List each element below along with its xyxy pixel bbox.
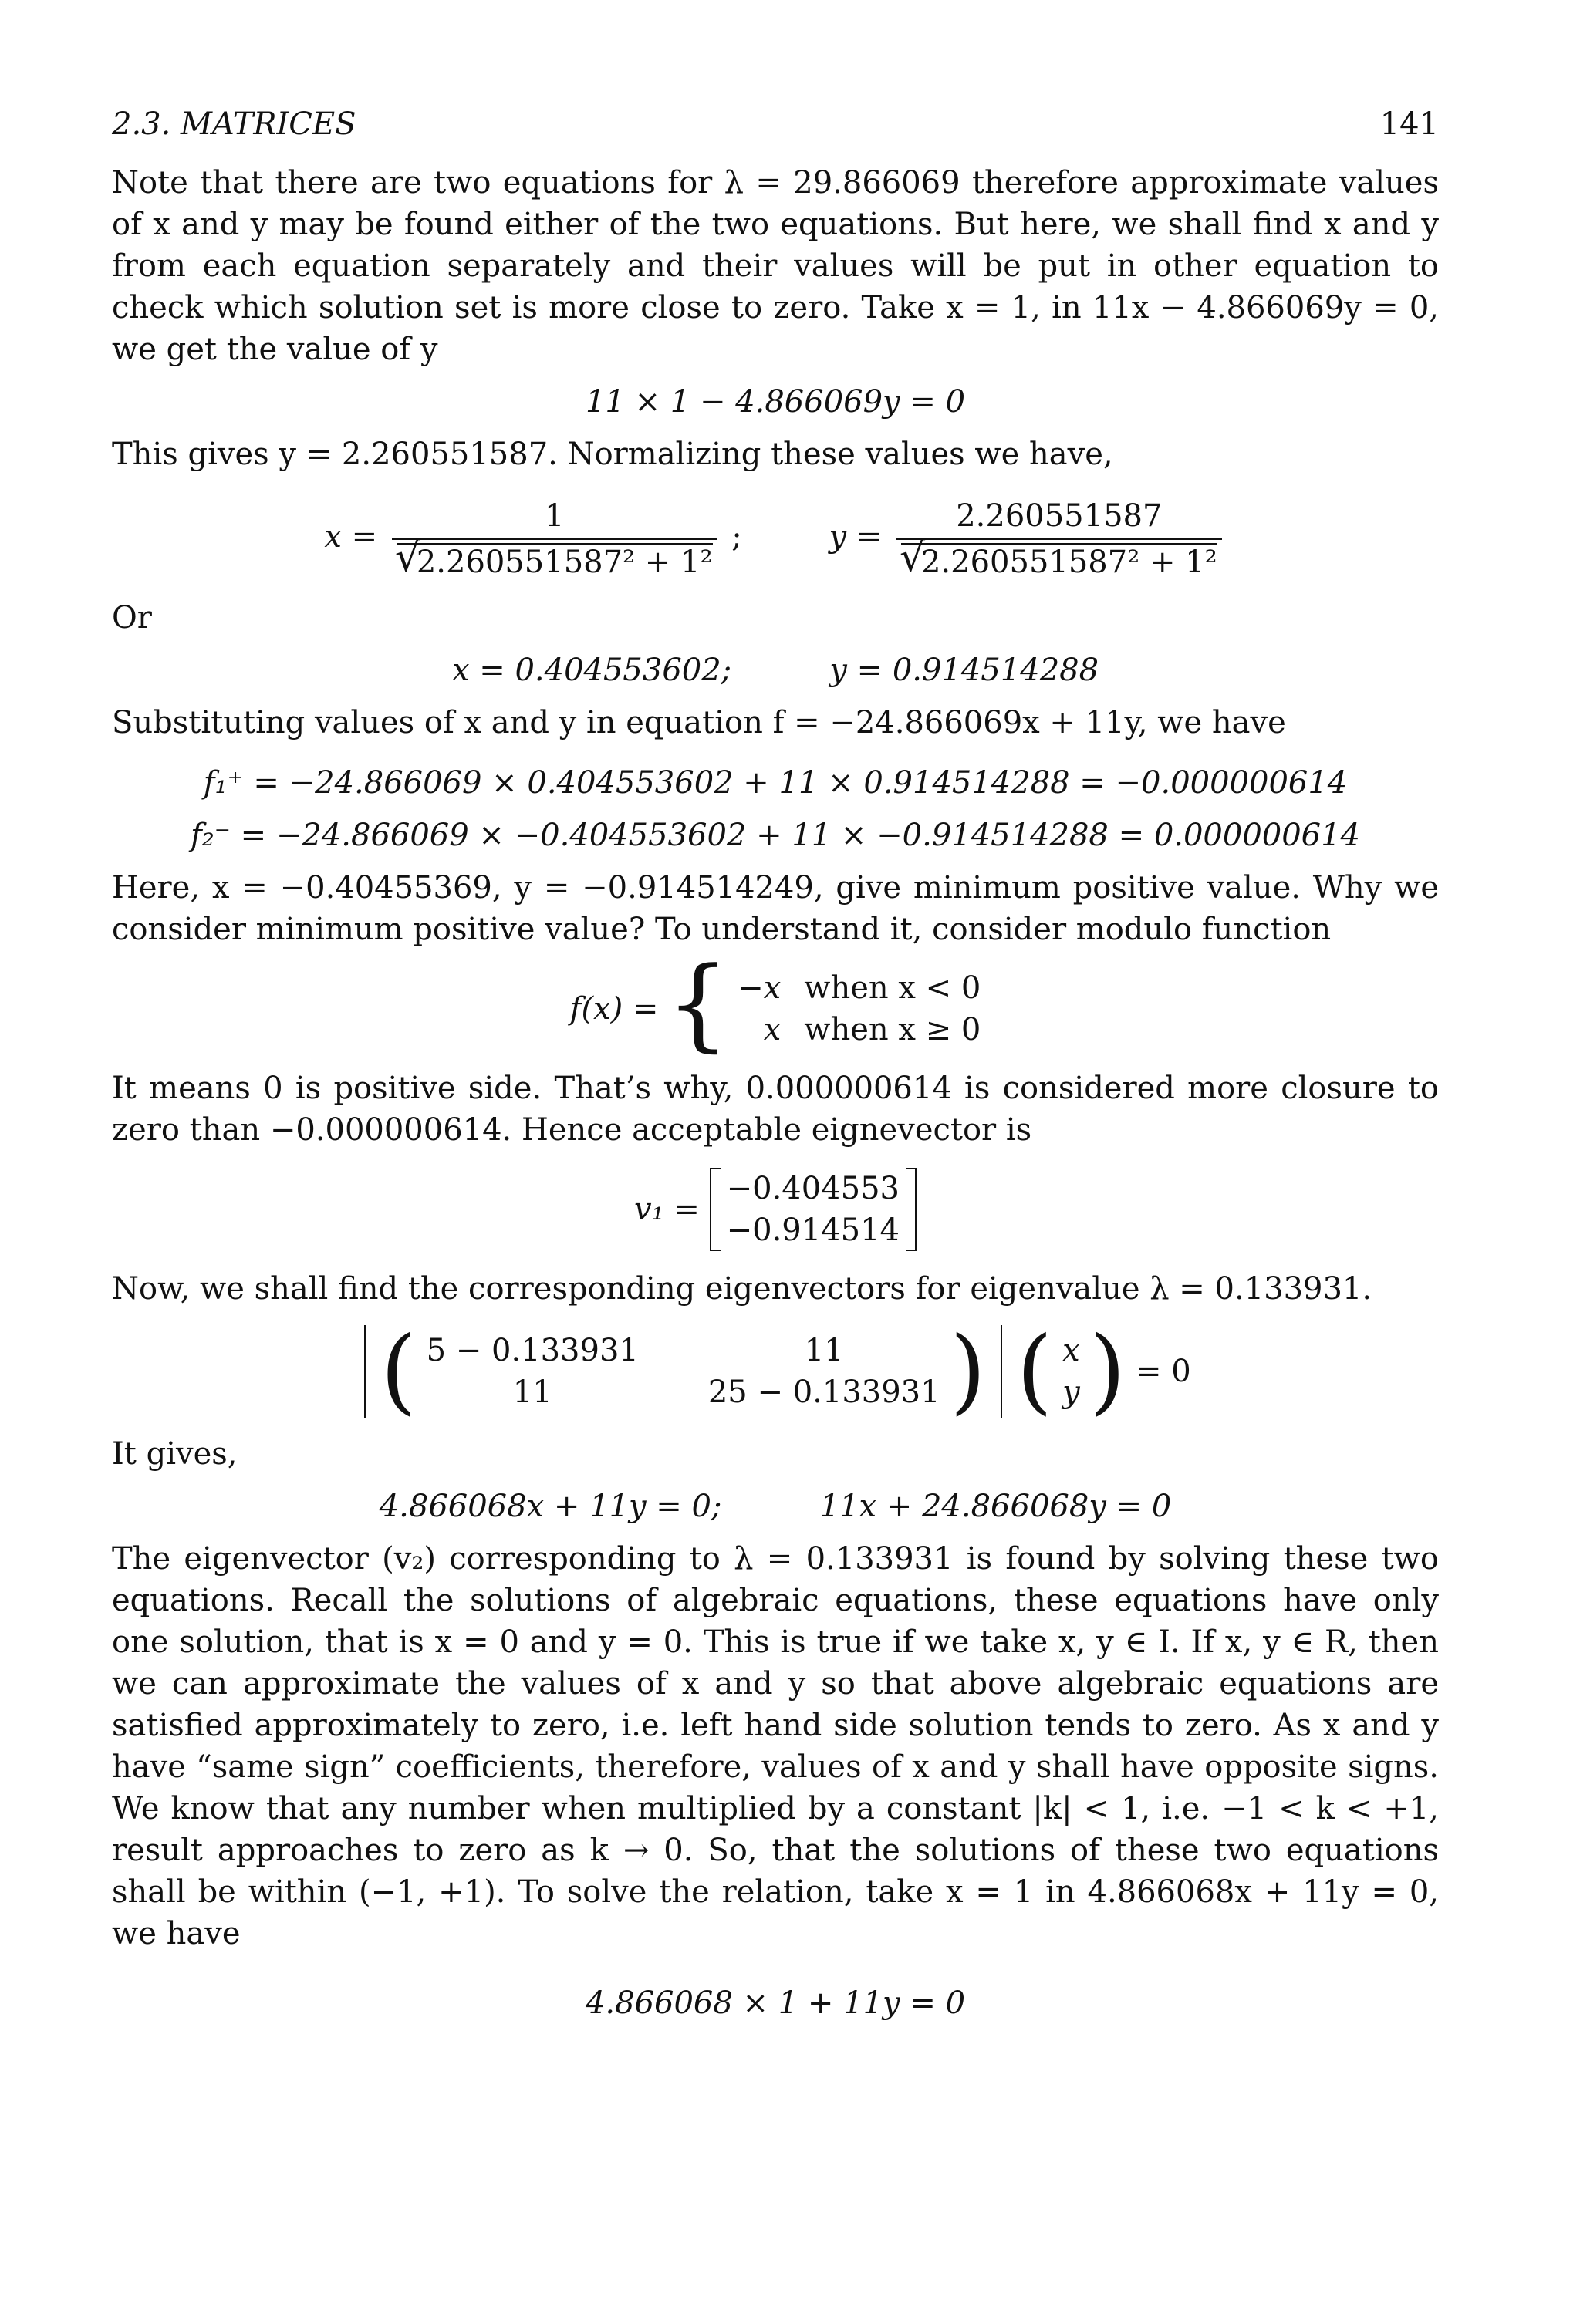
left-bracket [710,1168,721,1251]
equation-f1: f₁⁺ = −24.866069 × 0.404553602 + 11 × 0.914514288 = −0.000000614 [203,765,1348,801]
section-title: 2.3. MATRICES [112,106,356,142]
case-1-condition: when x < 0 [804,970,981,1006]
paragraph-5: Here, x = −0.40455369, y = −0.914514249, give minimum positive value. Why we consider minimum positive value? To understand it, consider modulo function [112,870,1439,947]
v1-matrix [710,1168,917,1251]
norm-x-lhs: x = [324,519,378,555]
norm-y-lhs: y = [829,519,883,555]
paragraph-3: Or [112,600,152,636]
page [112,100,1439,2035]
norm-x-fraction [392,495,717,583]
norm-x-denominator: √ 2.260551587² + 1² [397,543,713,580]
m11: 5 − 0.133931 [426,1333,639,1368]
paren-left: ( [380,1317,417,1425]
det-bar-left [364,1325,366,1418]
paragraph-1: Note that there are two equations for λ = 29.866069 therefore approximate values of x and y may be found either of the two equations. But here, we shall find x and y from each equation separately and their values will be put in other equation to check which solution set is more close to zero. Take x = 1, in 11x − 4.866069y = 0, we get the value of y [112,165,1439,367]
det-matrix [427,1330,940,1413]
right-bracket [906,1168,917,1251]
modulo-function [112,945,1439,1062]
eigenvector-v1 [112,1168,1439,1251]
column-vector [1062,1330,1080,1413]
v1-lhs: v₁ = [634,1192,700,1227]
v1-component-2: −0.914514 [726,1213,900,1248]
v1-component-1: −0.404553 [726,1171,900,1206]
norm-y-fraction [896,495,1222,583]
norm-y-numerator: 2.260551587 [896,495,1222,540]
det-rhs: = 0 [1135,1354,1191,1389]
determinant-equation [112,1317,1439,1425]
equation-f2: f₂⁻ = −24.866069 × −0.404553602 + 11 × −0.914514288 = 0.000000614 [190,818,1361,853]
paragraph-2: This gives y = 2.260551587. Normalizing these values we have, [112,437,1113,472]
m12: 11 [804,1333,844,1368]
vec-x: x [1062,1333,1080,1368]
modulo-cases [738,967,981,1051]
paragraph-4: Substituting values of x and y in equation f = −24.866069x + 11y, we have [112,705,1286,740]
vec-y: y [1062,1374,1080,1410]
equation-3: 4.866068x + 11y = 0; 11x + 24.866068y = 0 [379,1489,1172,1524]
paragraph-9: The eigenvector (v₂) corresponding to λ = 0.133931 is found by solving these two equations. Recall the solutions of algebraic equations, these equations have only one solution, that is x = 0 and y = 0. This is true if we take x, y ∈ I. If x, y ∈ R, then we can approximate the values of x and y so that above algebraic equations are satisfied approximately to zero, i.e. left hand side solution tends to zero. As x and y have “same sign” coefficients, therefore, values of x and y shall have opposite signs. We know that any number when multiplied by a constant |k| < 1, i.e. −1 < k < +1, result approaches to zero as k → 0. So, that the solutions of these two equations shall be within (−1, +1). To solve the relation, take x = 1 in 4.866068x + 11y = 0, we have [112,1541,1439,1951]
paragraph-7: Now, we shall find the corresponding eigenvectors for eigenvalue λ = 0.133931. [112,1271,1372,1307]
modulo-lhs: f(x) = [569,991,659,1027]
left-brace: { [666,945,731,1062]
paren-right: ) [950,1317,987,1425]
normalization-equation [112,495,1439,583]
equation-2: x = 0.404553602; y = 0.914514288 [451,653,1099,688]
m21: 11 [512,1374,552,1410]
case-2-value: x [763,1012,782,1047]
equation-1: 11 × 1 − 4.866069y = 0 [585,384,966,420]
running-header [112,100,1439,162]
vec-paren-left: ( [1016,1317,1053,1425]
paragraph-6: It means 0 is positive side. That’s why, 0.000000614 is considered more closure to zero than −0.000000614. Hence acceptable eignevector is [112,1071,1439,1148]
equation-4: 4.866068 × 1 + 11y = 0 [585,1985,966,2021]
norm-x-numerator: 1 [392,495,717,540]
norm-separator: ; [731,519,742,555]
case-1-value: −x [738,970,782,1006]
case-2-condition: when x ≥ 0 [804,1012,981,1047]
paragraph-8: It gives, [112,1436,238,1472]
vec-paren-right: ) [1089,1317,1126,1425]
det-bar-right [1001,1325,1002,1418]
page-number: 141 [1379,106,1439,142]
norm-y-denominator: √ 2.260551587² + 1² [901,543,1217,580]
m22: 25 − 0.133931 [707,1374,940,1410]
